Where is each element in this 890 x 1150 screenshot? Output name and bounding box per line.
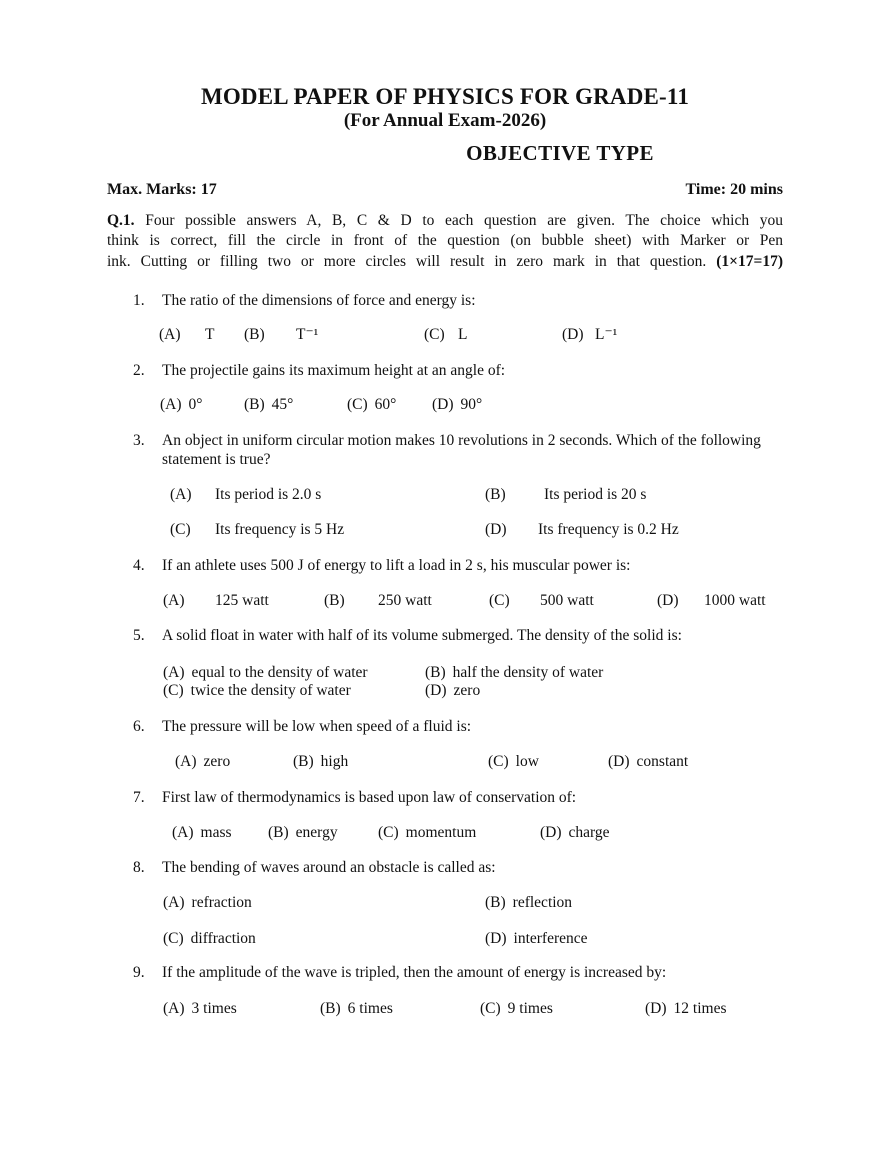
max-marks-label: Max. Marks: 17: [107, 181, 217, 198]
option-a: [163, 893, 252, 912]
option-d-text: Its frequency is 0.2 Hz: [538, 521, 679, 538]
question-3: [107, 431, 783, 538]
option-b: [425, 663, 603, 682]
option-d-text: 90°: [460, 396, 483, 413]
option-a: [175, 752, 230, 771]
option-b-label: (B): [268, 824, 289, 841]
question-2: [107, 361, 783, 413]
question-text: If the amplitude of the wave is tripled, then the amount of energy is increased by:: [162, 964, 667, 981]
option-a-text: zero: [203, 753, 231, 770]
option-c: [347, 395, 396, 414]
option-d-label: (D): [425, 682, 447, 699]
option-a-label: (A): [163, 894, 185, 911]
question-text: An object in uniform circular motion makes 10 revolutions in 2 seconds. Which of the following statement is true?: [162, 432, 761, 468]
option-b: [320, 999, 393, 1018]
question-number: 1.: [133, 292, 145, 309]
option-c-text: 60°: [374, 396, 397, 413]
page-subtitle: (For Annual Exam-2026): [343, 110, 547, 131]
option-a-text: 125 watt: [215, 592, 269, 609]
question-9-options: [107, 999, 783, 1018]
option-c-text: Its frequency is 5 Hz: [215, 521, 345, 538]
question-4-options: [107, 591, 783, 610]
question-number: 4.: [133, 557, 145, 574]
option-a-text: equal to the density of water: [191, 664, 368, 681]
question-8-options-row-1: [107, 893, 783, 912]
marks-scheme: (1×17=17): [716, 252, 783, 270]
option-a: [160, 395, 202, 414]
question-text: The pressure will be low when speed of a fluid is:: [162, 718, 472, 735]
instruction-word-2: think: [107, 232, 139, 250]
option-a-label: (A): [170, 486, 192, 503]
option-a-label: (A): [160, 396, 182, 413]
question-8: [107, 858, 783, 947]
option-c-text: 9 times: [507, 1000, 553, 1017]
option-a: [163, 999, 237, 1018]
option-d-label: (D): [562, 326, 584, 343]
question-4: [107, 556, 783, 609]
question-text: First law of thermodynamics is based upon law of conservation of:: [162, 789, 577, 806]
option-c-label: (C): [424, 326, 445, 343]
question-5-options-row-1: [107, 663, 783, 682]
option-d-label: (D): [657, 592, 679, 609]
option-b-text: high: [320, 753, 349, 770]
option-d: [608, 752, 688, 771]
instruction-line-2: [107, 231, 783, 251]
marks-time-row: [107, 181, 783, 199]
option-a-text: Its period is 2.0 s: [215, 486, 322, 503]
question-text: The ratio of the dimensions of force and energy is:: [162, 292, 476, 309]
instruction-paragraph: [107, 211, 783, 272]
option-d: [645, 999, 727, 1018]
question-text: A solid float in water with half of its volume submerged. The density of the solid is:: [162, 627, 682, 644]
question-3-options-row-1: [107, 485, 783, 504]
option-a-text: refraction: [191, 894, 252, 911]
option-b-label: (B): [425, 664, 446, 681]
option-c-text: L: [458, 326, 468, 343]
option-a: [172, 823, 232, 842]
instruction-text-1: Four possible answers A, B, C & D to each question are given. The choice which you: [145, 212, 783, 229]
page-content: [107, 0, 783, 1150]
time-label: Time: 20 mins: [685, 181, 783, 198]
option-b-label: (B): [324, 592, 345, 609]
question-number: 5.: [133, 627, 145, 644]
option-c-label: (C): [163, 682, 184, 699]
option-c: [163, 929, 256, 948]
question-number: 8.: [133, 859, 145, 876]
option-d: [425, 681, 480, 700]
question-1: [107, 291, 783, 343]
question-5: [107, 626, 783, 699]
option-d-label: (D): [608, 753, 630, 770]
option-b-text: Its period is 20 s: [544, 486, 647, 503]
question-number: 6.: [133, 718, 145, 735]
question-1-options: [107, 325, 783, 344]
option-d-text: charge: [568, 824, 610, 841]
option-b-text: 250 watt: [378, 592, 432, 609]
instruction-text-3: Cutting or filling two or more circles will result in zero mark in that question.: [140, 252, 707, 270]
option-a-label: (A): [159, 326, 181, 343]
question-2-options: [107, 395, 783, 414]
question-text: The bending of waves around an obstacle is called as:: [162, 859, 496, 876]
option-b-label: (B): [293, 753, 314, 770]
question-6-options: [107, 752, 783, 771]
question-5-options-row-2: [107, 681, 783, 700]
option-b-text: energy: [295, 824, 338, 841]
option-b: [244, 395, 293, 414]
option-d-text: L⁻¹: [595, 326, 618, 343]
option-c: [378, 823, 476, 842]
option-b-text: 45°: [271, 396, 294, 413]
question-text: If an athlete uses 500 J of energy to lift a load in 2 s, his muscular power is:: [162, 557, 631, 574]
option-c-label: (C): [347, 396, 368, 413]
question-8-options-row-2: [107, 929, 783, 948]
option-b-text: T⁻¹: [296, 326, 319, 343]
option-a-text: mass: [200, 824, 232, 841]
option-c-text: diffraction: [190, 930, 256, 947]
option-d-text: 12 times: [673, 1000, 727, 1017]
option-a-label: (A): [163, 664, 185, 681]
option-a-text: T: [205, 326, 215, 343]
question-7: [107, 788, 783, 841]
option-b-text: reflection: [512, 894, 573, 911]
option-b: [485, 893, 572, 912]
option-b-label: (B): [320, 1000, 341, 1017]
option-d-label: (D): [645, 1000, 667, 1017]
option-b: [268, 823, 338, 842]
question-6: [107, 717, 783, 770]
option-d-text: constant: [636, 753, 689, 770]
question-number: 9.: [133, 964, 145, 981]
option-c: [488, 752, 539, 771]
option-d: [485, 929, 588, 948]
option-a-text: 0°: [188, 396, 203, 413]
option-c: [480, 999, 553, 1018]
option-a-label: (A): [163, 1000, 185, 1017]
option-a-label: (A): [163, 592, 185, 609]
question-number: 3.: [133, 432, 145, 449]
question-number: 7.: [133, 789, 145, 806]
option-b-label: (B): [244, 326, 265, 343]
option-b-label: (B): [244, 396, 265, 413]
option-d-label: (D): [540, 824, 562, 841]
option-d: [540, 823, 610, 842]
section-heading: OBJECTIVE TYPE: [466, 141, 654, 165]
option-d-text: interference: [513, 930, 588, 947]
option-b: [293, 752, 348, 771]
option-a-text: 3 times: [191, 1000, 237, 1017]
instruction-line-3: [107, 252, 783, 272]
option-c-label: (C): [489, 592, 510, 609]
option-d-text: 1000 watt: [704, 592, 766, 609]
option-d-label: (D): [485, 521, 507, 538]
question-7-options: [107, 823, 783, 842]
option-c-label: (C): [170, 521, 191, 538]
page-title: MODEL PAPER OF PHYSICS FOR GRADE-11: [200, 84, 690, 109]
option-b-label: (B): [485, 894, 506, 911]
option-d-label: (D): [432, 396, 454, 413]
instruction-word-3: ink.: [107, 252, 131, 270]
option-a-label: (A): [172, 824, 194, 841]
instruction-line-1: [107, 211, 783, 231]
option-d-label: (D): [485, 930, 507, 947]
option-b-text: half the density of water: [452, 664, 604, 681]
option-c-text: 500 watt: [540, 592, 594, 609]
option-d: [432, 395, 482, 414]
question-number: 2.: [133, 362, 145, 379]
option-c-text: momentum: [405, 824, 477, 841]
option-a-label: (A): [175, 753, 197, 770]
option-c-text: twice the density of water: [190, 682, 351, 699]
question-3-options-row-2: [107, 520, 783, 539]
option-c-label: (C): [488, 753, 509, 770]
question-9: [107, 963, 783, 1017]
option-c-text: low: [515, 753, 539, 770]
question-text: The projectile gains its maximum height at an angle of:: [162, 362, 506, 379]
option-c-label: (C): [163, 930, 184, 947]
question-1-prefix: Q.1.: [107, 212, 135, 229]
instruction-text-2: is correct, fill the circle in front of the question (on bubble sheet) with Marker or Pen: [149, 232, 783, 250]
option-c: [163, 681, 351, 700]
option-c-label: (C): [378, 824, 399, 841]
option-c-label: (C): [480, 1000, 501, 1017]
option-d-text: zero: [453, 682, 481, 699]
option-b-label: (B): [485, 486, 506, 503]
option-a: [163, 663, 368, 682]
option-b-text: 6 times: [347, 1000, 393, 1017]
